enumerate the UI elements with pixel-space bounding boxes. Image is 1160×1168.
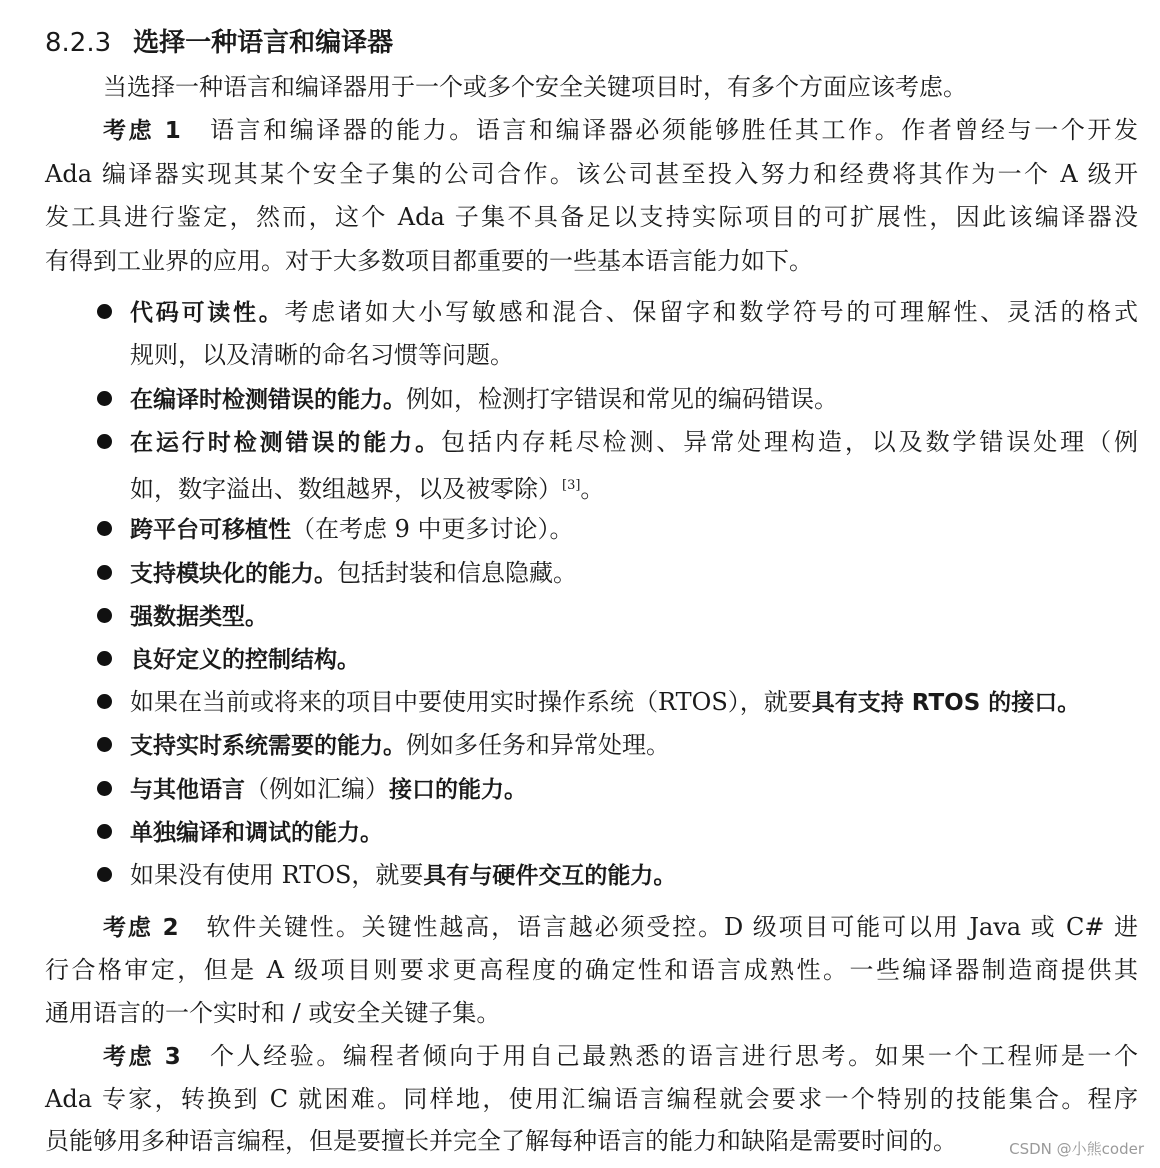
text: 。 [580, 475, 605, 503]
bullet-item-line [130, 384, 838, 415]
text: 例如多任务和异常处理。 [406, 731, 670, 759]
consideration1-line [103, 115, 1138, 146]
bullet-item-line [130, 687, 1080, 718]
text: 行合格审定，但是 A 级项目则要求更高程度的确定性和语言成熟性。一些编译器制造商提供其 [45, 956, 1138, 984]
text: 包括内存耗尽检测、异常处理构造，以及数学错误处理（例 [441, 428, 1139, 456]
bullet-icon [97, 824, 112, 839]
bold-text: 考虑 3 [103, 1044, 181, 1070]
bold-text: 与其他语言 [130, 777, 245, 803]
text: 有得到工业界的应用。对于大多数项目都重要的一些基本语言能力如下。 [45, 247, 813, 275]
text: 语言和编译器的能力。语言和编译器必须能够胜任其工作。作者曾经与一个开发 [180, 116, 1138, 144]
bold-text: 良好定义的控制结构。 [130, 647, 360, 673]
text: 考虑诸如大小写敏感和混合、保留字和数学符号的可理解性、灵活的格式 [284, 298, 1139, 326]
text: 包括封装和信息隐藏。 [337, 559, 577, 587]
bold-text: 支持模块化的能力。 [130, 561, 337, 587]
bullet-icon [97, 521, 112, 536]
bullet-item-line [130, 340, 514, 370]
bullet-item-line [130, 860, 676, 891]
text: （在考虑 9 中更多讨论）。 [291, 515, 574, 543]
consideration3-line [103, 1041, 1138, 1072]
bullet-icon [97, 867, 112, 882]
text: （例如汇编） [245, 775, 389, 803]
bullet-icon [97, 304, 112, 319]
citation-ref: [3] [562, 478, 581, 493]
bold-text: 跨平台可移植性 [130, 517, 291, 543]
bold-text: 考虑 2 [103, 915, 179, 941]
bullet-item-line [130, 427, 1138, 458]
text: 规则，以及清晰的命名习惯等问题。 [130, 341, 514, 369]
bold-text: 具有支持 RTOS 的接口。 [811, 690, 1081, 716]
bullet-icon [97, 565, 112, 580]
text: Ada 专家，转换到 C 就困难。同样地，使用汇编语言编程就会要求一个特别的技能集合。程序 [45, 1085, 1138, 1113]
text: 如果没有使用 RTOS，就要 [130, 861, 424, 889]
bold-text: 强数据类型。 [130, 604, 268, 630]
bold-text: 考虑 1 [103, 118, 181, 144]
bullet-item-line [130, 514, 574, 545]
bold-text: 支持实时系统需要的能力。 [130, 733, 406, 759]
consideration3-line [45, 1084, 1138, 1114]
bold-text: 代码可读性。 [130, 300, 285, 326]
bullet-item-line [130, 774, 527, 805]
bold-text: 具有与硬件交互的能力。 [423, 863, 677, 889]
intro-paragraph: 当选择一种语言和编译器用于一个或多个安全关键项目时，有多个方面应该考虑。 [103, 73, 967, 101]
consideration1-line [45, 159, 1138, 189]
bullet-icon [97, 651, 112, 666]
text: Ada 编译器实现其某个安全子集的公司合作。该公司甚至投入努力和经费将其作为一个 A 级开 [45, 160, 1138, 188]
bullet-item-line [130, 558, 577, 589]
section-heading [45, 22, 393, 59]
section-title: 选择一种语言和编译器 [133, 28, 394, 58]
bullet-item-line [130, 817, 383, 848]
text: 员能够用多种语言编程，但是要擅长并完全了解每种语言的能力和缺陷是需要时间的。 [45, 1127, 957, 1155]
bold-text: 单独编译和调试的能力。 [130, 820, 383, 846]
consideration3-line [45, 1126, 957, 1156]
consideration2-line [103, 912, 1138, 943]
consideration2-line [45, 998, 500, 1028]
watermark: CSDN @小熊coder [1009, 1140, 1144, 1158]
text: 例如，检测打字错误和常见的编码错误。 [406, 385, 838, 413]
consideration1-line [45, 202, 1138, 232]
bullet-item-line [130, 644, 360, 675]
bullet-icon [97, 694, 112, 709]
text: 发工具进行鉴定，然而，这个 Ada 子集不具备足以支持实际项目的可扩展性，因此该编译器没 [45, 203, 1138, 231]
bold-text: 在编译时检测错误的能力。 [130, 387, 406, 413]
text: 软件关键性。关键性越高，语言越必须受控。D 级项目可能可以用 Java 或 C# 进 [178, 913, 1138, 941]
bullet-icon [97, 737, 112, 752]
bold-text: 接口的能力。 [389, 777, 527, 803]
consideration1-line [45, 246, 813, 276]
text: 个人经验。编程者倾向于用自己最熟悉的语言进行思考。如果一个工程师是一个 [180, 1042, 1138, 1070]
bullet-icon [97, 608, 112, 623]
text: 如，数字溢出、数组越界，以及被零除） [130, 475, 562, 503]
consideration2-line [45, 955, 1138, 985]
section-number: 8.2.3 [45, 28, 112, 58]
bold-text: 在运行时检测错误的能力。 [130, 430, 442, 456]
bullet-item-line [130, 730, 670, 761]
bullet-item-line [130, 471, 604, 504]
text: 如果在当前或将来的项目中要使用实时操作系统（RTOS），就要 [130, 688, 812, 716]
bullet-icon [97, 434, 112, 449]
bullet-item-line [130, 297, 1138, 328]
bullet-icon [97, 391, 112, 406]
text: 通用语言的一个实时和 / 或安全关键子集。 [45, 999, 501, 1027]
bullet-item-line [130, 601, 268, 632]
bullet-icon [97, 781, 112, 796]
